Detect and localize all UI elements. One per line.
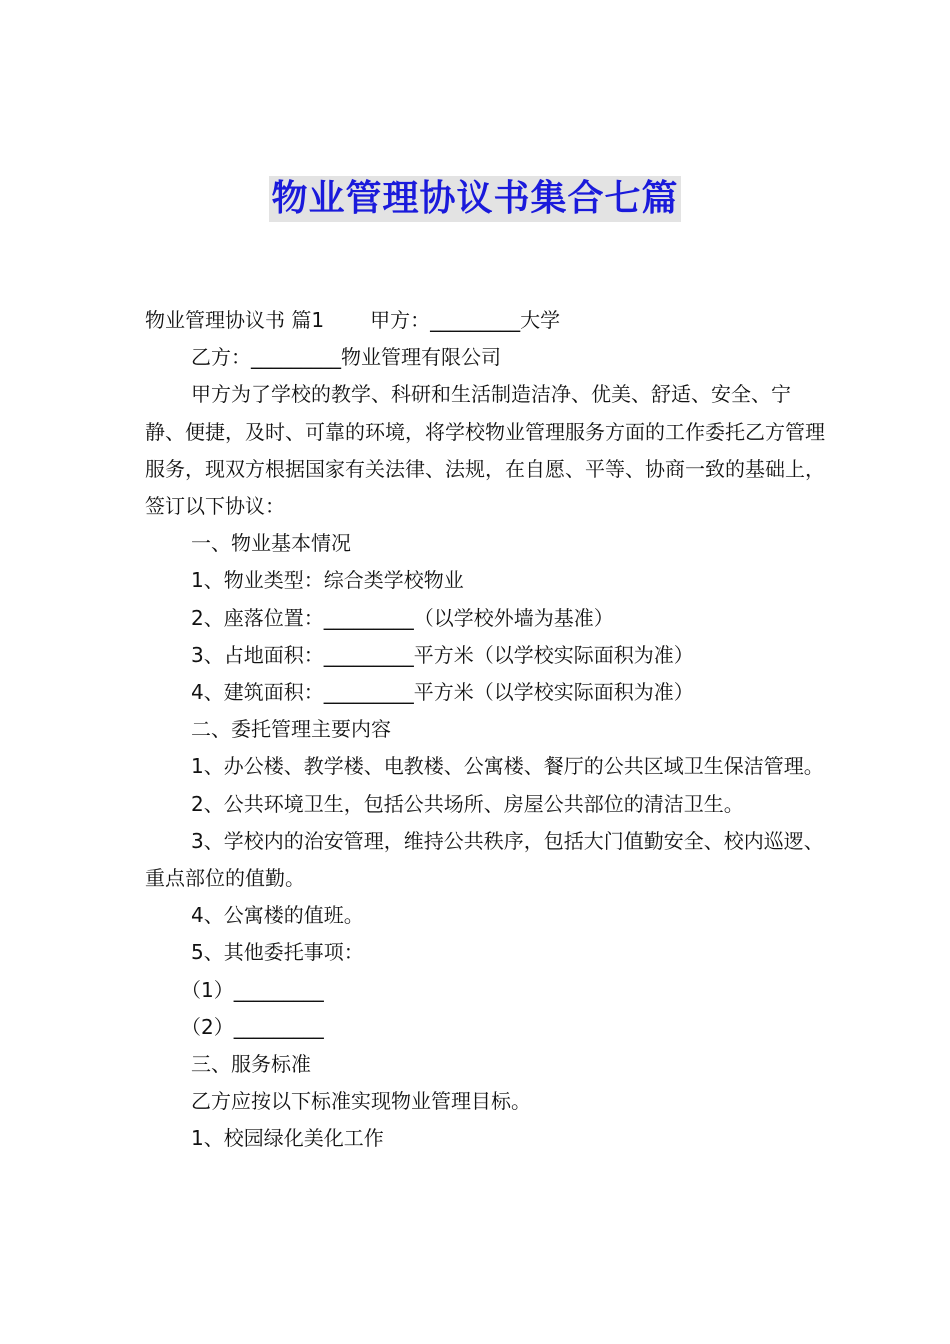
article-label: 物业管理协议书 篇1 <box>145 308 325 332</box>
list-item: 4、公寓楼的值班。 <box>191 903 364 928</box>
section-heading: 二、委托管理主要内容 <box>191 717 391 742</box>
sub-item: （1）_________ <box>181 977 324 1002</box>
sub-item: （2）_________ <box>181 1014 324 1039</box>
paragraph: 乙方应按以下标准实现物业管理目标。 <box>191 1089 531 1114</box>
list-item: 4、建筑面积：_________平方米（以学校实际面积为准） <box>191 680 694 705</box>
intro-paragraph: 甲方为了学校的教学、科研和生活制造洁净、优美、舒适、安全、宁静、便捷，及时、可靠的环境，将学校物业管理服务方面的工作委托乙方管理服务，现双方根据国家有关法律、法规，在自愿、平等、协商一致的基础上，签订以下协议： <box>145 382 825 519</box>
section-heading: 三、服务标准 <box>191 1052 311 1077</box>
list-item: 1、物业类型：综合类学校物业 <box>191 568 464 593</box>
list-item: 3、学校内的治安管理，维持公共秩序，包括大门值勤安全、校内巡逻、重点部位的值勤。 <box>145 828 824 891</box>
list-item: 2、公共环境卫生，包括公共场所、房屋公共部位的清洁卫生。 <box>191 791 744 816</box>
first-line <box>145 302 825 339</box>
list-item: 3、占地面积：_________平方米（以学校实际面积为准） <box>191 642 694 667</box>
party-a-line: 甲方：_________大学 <box>370 308 561 332</box>
list-item: 5、其他委托事项： <box>191 940 364 965</box>
section-heading: 一、物业基本情况 <box>191 531 351 556</box>
document-title: 物业管理协议书集合七篇 <box>269 176 680 222</box>
party-b-line: 乙方：_________物业管理有限公司 <box>191 345 501 370</box>
list-item: 1、办公楼、教学楼、电教楼、公寓楼、餐厅的公共区域卫生保洁管理。 <box>191 754 824 779</box>
list-item: 1、校园绿化美化工作 <box>191 1126 384 1151</box>
title-container <box>0 176 950 222</box>
list-item: 2、座落位置：_________（以学校外墙为基准） <box>191 605 614 630</box>
document-body <box>145 302 825 1158</box>
